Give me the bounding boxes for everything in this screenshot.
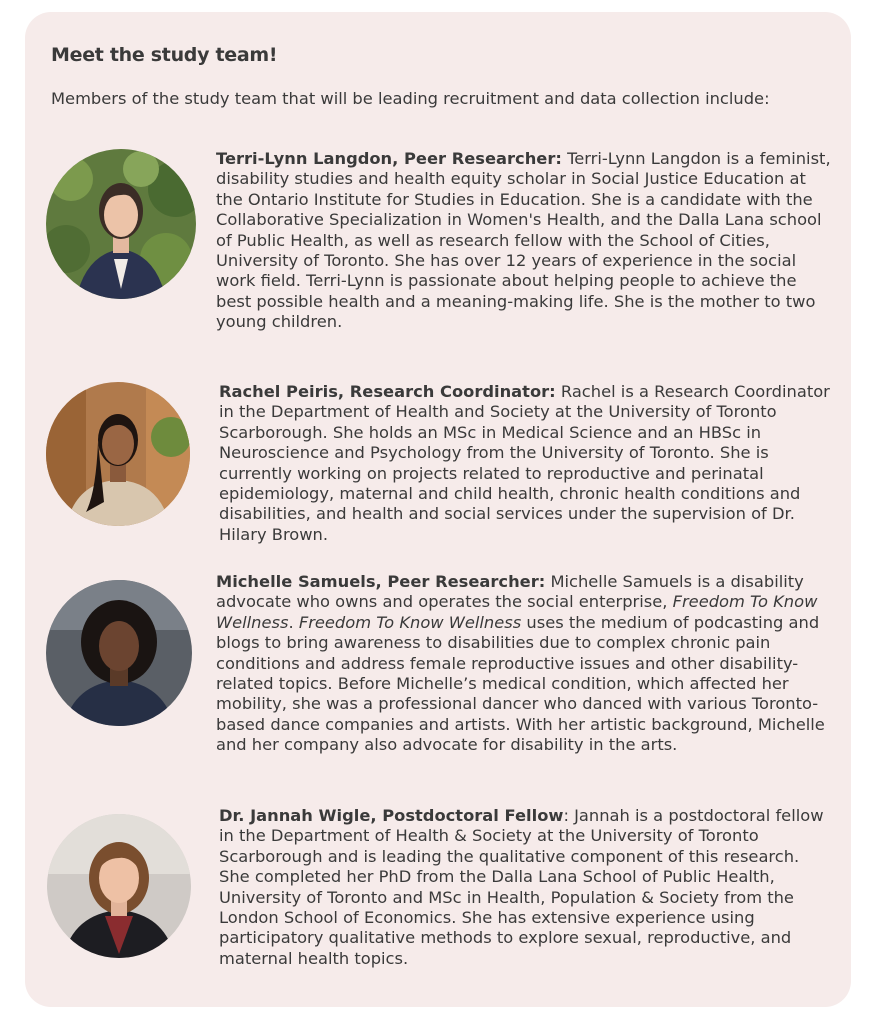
member-bio-rachel <box>219 382 834 545</box>
section-title: Meet the study team! <box>51 44 278 66</box>
member-bio-rest: uses the medium of podcasting and blogs to bring awareness to disabilities due to complex chronic pain conditions and address female reproductive issues and other disability-related topics. Before Michelle’s medical condition, which affected her mobility, she was a professional dancer who danced with various Toronto-based dance companies and artists. With her artistic background, Michelle and her company also advocate for disability in the arts. <box>216 612 825 755</box>
member-bio-text: Rachel is a Research Coordinator in the Department of Health and Society at the University of Toronto Scarborough. She holds an MSc in Medical Science and an HBSc in Neuroscience and Psychology from the University of Toronto. She is currently working on projects related to reproductive and perinatal epidemiology, maternal and child health, chronic health conditions and disabilities, and health and social services under the supervision of Dr. Hilary Brown. <box>219 382 830 544</box>
member-photo-terri-lynn <box>46 149 196 299</box>
member-bio-text: Terri-Lynn Langdon is a feminist, disability studies and health equity scholar in Social Justice Education at the Ontario Institute for Studies in Education. She is a candidate with the Collaborative Specialization in Women's Health, and the Dalla Lana school of Public Health, as well as research fellow with the School of Cities, University of Toronto. She has over 12 years of experience in the social work field. Terri-Lynn is passionate about helping people to achieve the best possible health and a meaning-making life. She is the mother to two young children. <box>216 149 831 332</box>
member-name-rachel: Rachel Peiris, Research Coordinator: <box>219 382 556 401</box>
member-photo-rachel <box>46 382 190 526</box>
member-name-jannah: Dr. Jannah Wigle, Postdoctoral Fellow <box>219 806 564 825</box>
member-bio-text: : Jannah is a postdoctoral fellow in the Department of Health & Society at the University of Toronto Scarborough and is leading the qualitative component of this research. She completed her PhD from the Dalla Lana School of Public Health, University of Toronto and MSc in Health, Population & Society from the London School of Economics. She has extensive experience using participatory qualitative methods to explore sexual, reproductive, and maternal health topics. <box>219 806 824 968</box>
member-name-michelle: Michelle Samuels, Peer Researcher: <box>216 572 546 591</box>
member-photo-jannah <box>47 814 191 958</box>
member-bio-lead: Michelle Samuels is a disability advocate who owns and operates the social enterprise, <box>216 572 804 612</box>
team-card <box>25 12 851 1007</box>
intro-text: Members of the study team that will be leading recruitment and data collection include: <box>51 89 770 108</box>
member-photo-michelle <box>46 580 192 726</box>
member-name-terri-lynn: Terri-Lynn Langdon, Peer Researcher: <box>216 149 562 168</box>
company-name: Freedom To Know Wellness <box>298 612 522 632</box>
member-bio-terri-lynn <box>216 149 836 333</box>
company-name: Freedom To Know Wellness <box>216 592 818 632</box>
member-bio-jannah <box>219 806 834 969</box>
member-bio-michelle: Michelle Samuels, Peer Researcher: Michelle Samuels is a disability advocate who owns and operates the social enterprise, Freedom To Know Wellness. Freedom To Know Wellness uses the medium of podcasting and blogs to bring awareness to disabilities due to complex chronic pain conditions and address female reproductive issues and other disability-related topics. Before Michelle’s medical condition, which affected her mobility, she was a professional dancer who danced with various Toronto-based dance companies and artists. With her artistic background, Michelle and her company also advocate for disability in the arts. <box>216 572 825 755</box>
